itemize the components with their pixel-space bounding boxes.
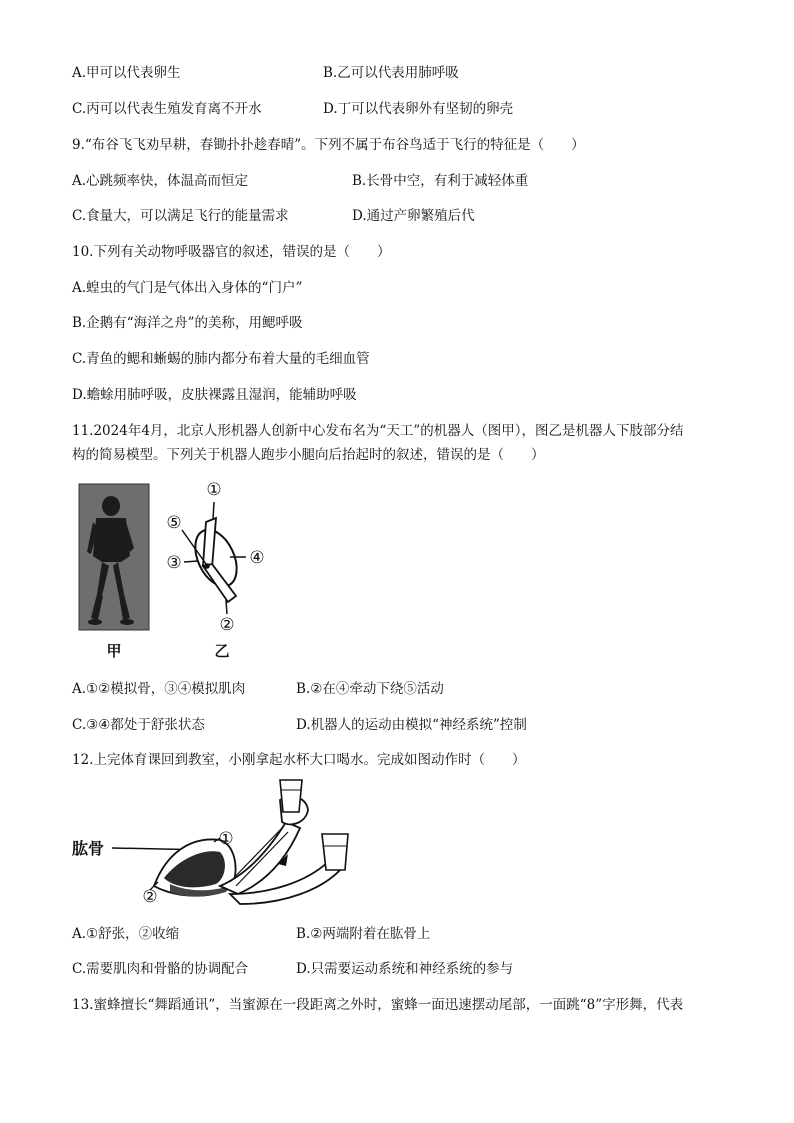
leader-line-2 <box>226 600 227 614</box>
q10-option-a: A.蝗虫的气门是气体出入身体的“门户” <box>72 280 303 296</box>
q11-option-b: B.②在④牵动下绕⑤活动 <box>296 681 444 697</box>
q11-option-c: C.③④都处于舒张状态 <box>72 717 205 733</box>
q10-option-d: D.蟾蜍用肺呼吸，皮肤裸露且湿润，能辅助呼吸 <box>72 387 357 403</box>
q8-option-d: D.丁可以代表卵外有坚韧的卵壳 <box>323 101 514 117</box>
leader-line-1 <box>213 502 214 520</box>
q10-stem: 10.下列有关动物呼吸器官的叙述，错误的是（ ） <box>72 244 391 260</box>
q11-option-d: D.机器人的运动由模拟“神经系统”控制 <box>296 717 527 733</box>
leader-line-5 <box>182 530 206 564</box>
marker-1: ① <box>218 829 234 849</box>
q12-option-c: C.需要肌肉和骨骼的协调配合 <box>72 961 249 977</box>
q12-stem: 12.上完体育课回到教室，小刚拿起水杯大口喝水。完成如图动作时（ ） <box>72 752 526 768</box>
q13-stem: 13.蜜蜂擅长“舞蹈通讯”，当蜜源在一段距离之外时，蜜蜂一面迅速摆动尾部，一面跳“8”字形舞，代表 <box>72 997 684 1013</box>
marker-5: ⑤ <box>166 513 182 533</box>
q9-option-b: B.长骨中空，有利于减轻体重 <box>352 173 529 189</box>
joint-pivot <box>204 563 210 569</box>
marker-4: ④ <box>249 548 265 568</box>
figure-jia-label: 甲 <box>106 642 122 660</box>
q9-option-a: A.心跳频率快，体温高而恒定 <box>72 173 249 189</box>
q8-option-b: B.乙可以代表用肺呼吸 <box>323 65 459 81</box>
leader-line-3 <box>184 561 198 562</box>
q12-option-b: B.②两端附着在肱骨上 <box>296 926 431 942</box>
q8-option-a: A.甲可以代表卵生 <box>72 65 181 81</box>
marker-2: ② <box>219 615 235 635</box>
q12-option-a: A.①舒张，②收缩 <box>72 926 180 942</box>
upper-bone-bar <box>203 518 216 568</box>
q11-stem-line1: 11.2024年4月，北京人形机器人创新中心发布名为“天工”的机器人（图甲），图乙是机器人下肢部分结 <box>72 423 684 439</box>
q9-stem: 9.“布谷飞飞劝早耕，春锄扑扑趁春晴”。下列不属于布谷鸟适于飞行的特征是（ ） <box>72 137 585 153</box>
q8-option-c: C.丙可以代表生殖发育离不开水 <box>72 101 262 117</box>
humerus-label: 肱骨 <box>72 839 105 858</box>
q12-arm-figure <box>70 778 370 910</box>
marker-1: ① <box>206 480 222 500</box>
marker-3: ③ <box>166 553 182 573</box>
raised-cup-icon <box>280 780 302 812</box>
q9-option-d: D.通过产卵繁殖后代 <box>352 208 475 224</box>
q11-figure-jia <box>76 482 156 662</box>
q11-figure-yi <box>160 478 280 662</box>
q10-option-c: C.青鱼的鳃和蜥蜴的肺内都分布着大量的毛细血管 <box>72 351 370 367</box>
marker-2: ② <box>142 887 158 907</box>
q11-option-a: A.①②模拟骨，③④模拟肌肉 <box>72 681 246 697</box>
q12-option-d: D.只需要运动系统和神经系统的参与 <box>296 961 514 977</box>
q11-stem-line2: 构的简易模型。下列关于机器人跑步小腿向后抬起时的叙述，错误的是（ ） <box>72 447 545 463</box>
q9-option-c: C.食量大，可以满足飞行的能量需求 <box>72 208 289 224</box>
lowered-cup-icon <box>322 834 348 870</box>
figure-yi-label: 乙 <box>214 642 230 660</box>
q10-option-b: B.企鹅有“海洋之舟”的美称，用鳃呼吸 <box>72 315 303 331</box>
